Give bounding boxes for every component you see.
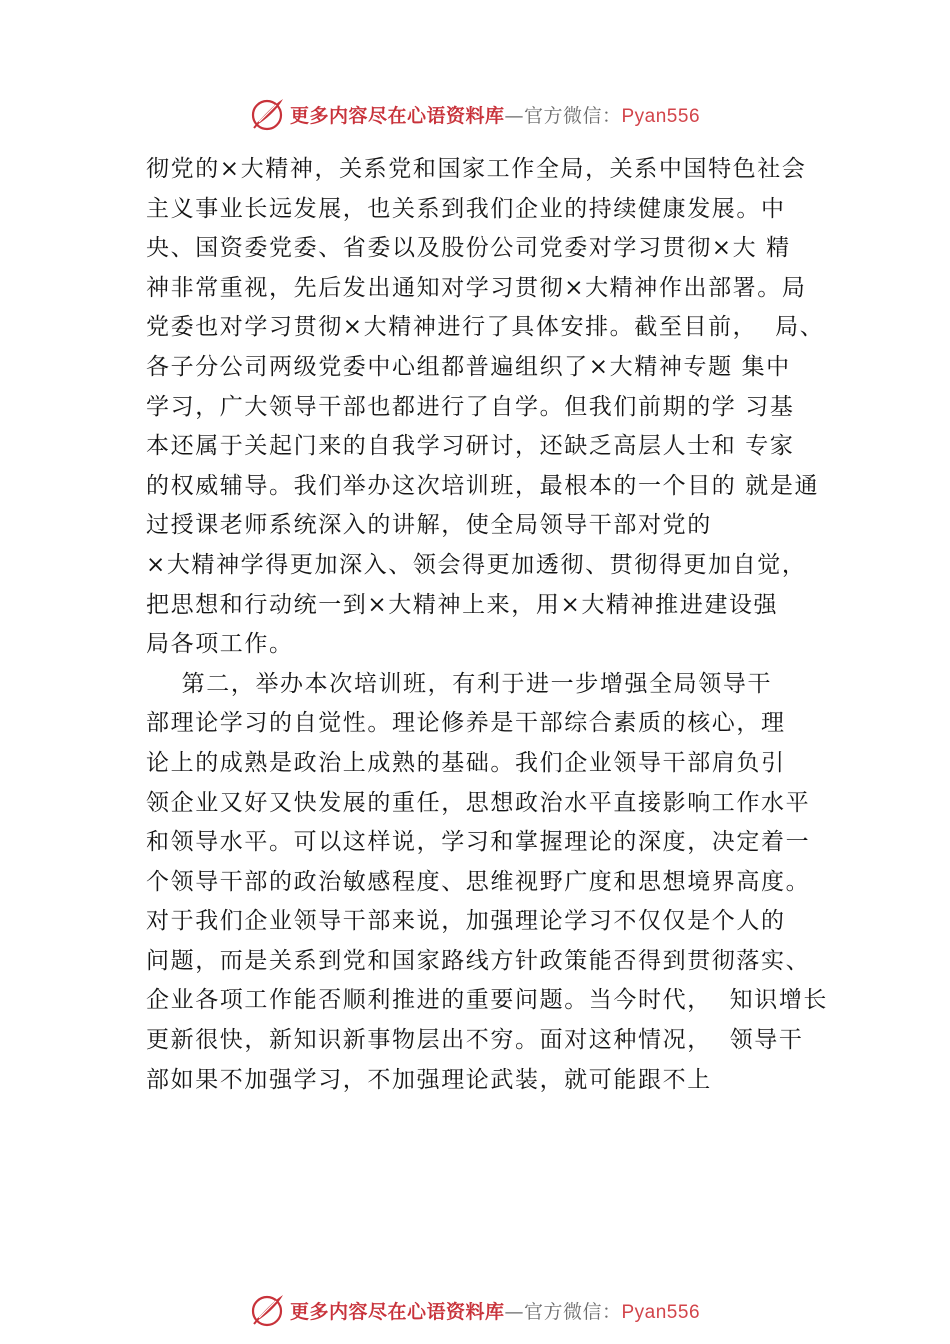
header-banner [0,94,950,134]
footer-separator: — [504,1300,524,1323]
body-text-line: 领企业又好又快发展的重任，思想政治水平直接影响工作水平 [146,789,811,816]
body-text-line: 过授课老师系统深入的讲解，使全局领导干部对党的 [146,512,712,539]
footer-wechat-id: Pyan556 [621,1301,701,1323]
body-text-line: 各子分公司两级党委中心组都普遍组织了×大精神专题 集中 [146,353,791,380]
header-wechat-label: 官方微信： [523,104,622,127]
body-text-line: 个领导干部的政治敏感程度、思维视野广度和思想境界高度。 [146,868,811,895]
body-text-line: 本还属于关起门来的自我学习研讨，还缺乏高层人士和 专家 [146,433,795,460]
body-text-line: 部理论学习的自觉性。理论修养是干部综合素质的核心，理 [146,710,786,737]
body-text-line: 对于我们企业领导干部来说，加强理论学习不仅仅是个人的 [146,908,786,935]
body-text-line: 论上的成熟是政治上成熟的基础。我们企业领导干部肩负引 [146,749,786,776]
header-banner-text [290,101,700,128]
body-text-line: 把思想和行动统一到×大精神上来，用×大精神推进建设强 [146,591,779,618]
header-wechat-id: Pyan556 [621,105,701,127]
body-text-line: 局各项工作。 [146,631,294,658]
body-text-line: 党委也对学习贯彻×大精神进行了具体安排。截至目前， 局、 [146,314,825,341]
body-text-line: 更新很快，新知识新事物层出不穷。面对这种情况， 领导干 [146,1027,804,1054]
header-brand-text: 更多内容尽在心语资料库 [289,104,505,127]
header-separator: — [504,104,524,127]
body-text-line: 部如果不加强学习，不加强理论武装，就可能跟不上 [146,1066,712,1093]
footer-banner [0,1290,950,1330]
body-text-line: 主义事业长远发展，也关系到我们企业的持续健康发展。中 [146,195,786,222]
quill-pen-logo-icon [250,1292,286,1328]
document-body [146,150,846,1100]
footer-wechat-label: 官方微信： [523,1300,622,1323]
body-text-line: ×大精神学得更加深入、领会得更加透彻、贯彻得更加自觉， [146,551,807,578]
quill-pen-logo-icon [250,96,286,132]
body-text-line: 企业各项工作能否顺利推进的重要问题。当今时代， 知识增长 [146,987,829,1014]
body-text-line: 学习，广大领导干部也都进行了自学。但我们前期的学 习基 [146,393,795,420]
body-text-line: 第二，举办本次培训班，有利于进一步增强全局领导干 [146,670,773,697]
body-text-line: 央、国资委党委、省委以及股份公司党委对学习贯彻×大 精 [146,235,791,262]
body-text-line: 彻党的×大精神，关系党和国家工作全局，关系中国特色社会 [146,156,807,182]
footer-banner-text [290,1297,700,1324]
body-text-line: 神非常重视，先后发出通知对学习贯彻×大精神作出部署。局 [146,274,807,301]
footer-brand-text: 更多内容尽在心语资料库 [289,1300,505,1323]
body-text-line: 问题，而是关系到党和国家路线方针政策能否得到贯彻落实、 [146,947,811,974]
body-text-line: 的权威辅导。我们举办这次培训班，最根本的一个目的 就是通 [146,472,820,499]
body-text-line: 和领导水平。可以这样说，学习和掌握理论的深度，决定着一 [146,829,811,856]
